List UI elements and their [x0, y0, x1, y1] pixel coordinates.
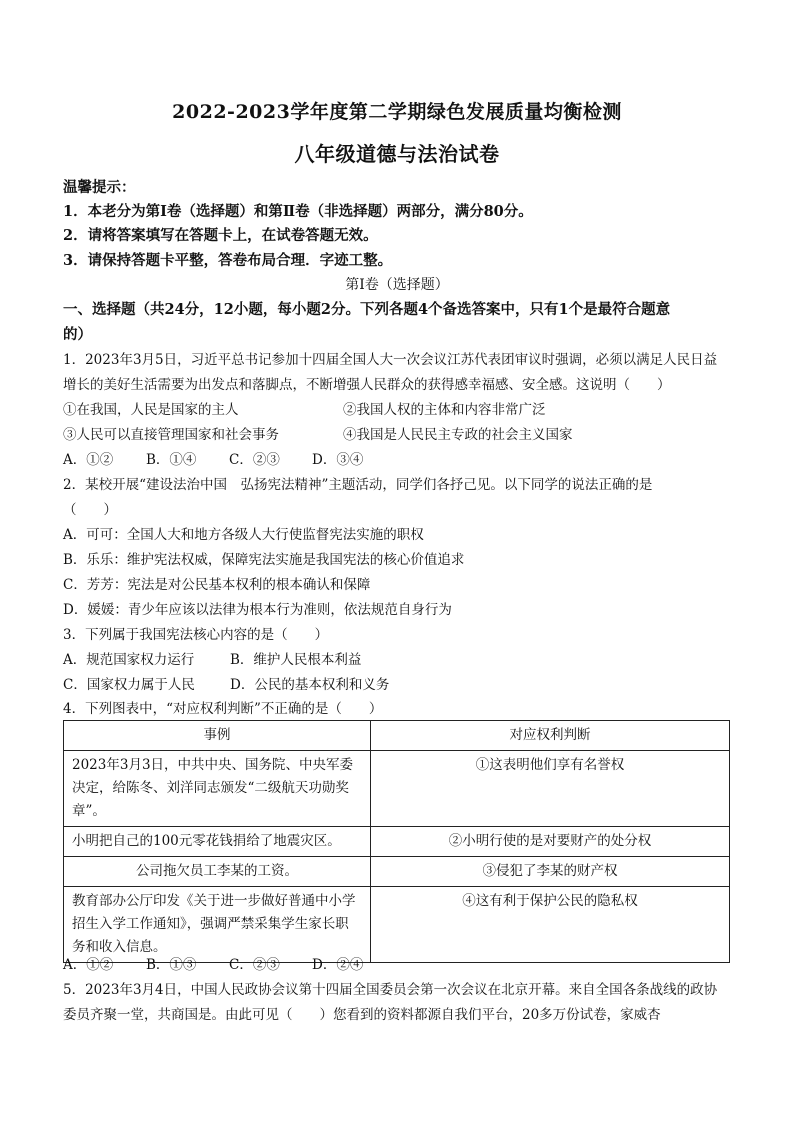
q1-option-a[interactable]: A．①② [63, 452, 114, 468]
q3-stem: 3．下列属于我国宪法核心内容的是（ ） [63, 627, 329, 643]
q1-option-b[interactable]: B．①④ [146, 452, 197, 468]
q4-stem: 4．下列图表中，“对应权利判断”不正确的是（ ） [63, 701, 383, 717]
q1-statement-2: ②我国人权的主体和内容非常广泛 [343, 402, 546, 418]
q1-statement-1: ①在我国，人民是国家的主人 [63, 402, 239, 418]
table-header-case: 事例 [64, 721, 371, 751]
q2-option-c[interactable]: C．芳芳：宪法是对公民基本权利的根本确认和保障 [63, 577, 371, 593]
section-instruction: 一、选择题（共24分，12小题，每小题2分。下列各题4个备选答案中，只有1个是最符合题意 [63, 301, 671, 318]
section-title: 第Ⅰ卷（选择题） [345, 277, 449, 293]
q3-option-c[interactable]: C．国家权力属于人民 [63, 677, 195, 693]
table-cell-case: 2023年3月3日，中共中央、国务院、中央军委决定，给陈冬、刘洋同志颁发“二级航天功勋奖章”。 [64, 751, 371, 827]
q3-option-b[interactable]: B．维护人民根本利益 [230, 652, 362, 668]
table-cell-judge: ④这有利于保护公民的隐私权 [371, 887, 730, 963]
q4-option-a[interactable]: A．①② [63, 957, 114, 973]
tip-2: 2．请将答案填写在答题卡上，在试卷答题无效。 [63, 227, 378, 244]
table-cell-judge: ①这表明他们享有名誉权 [371, 751, 730, 827]
exam-title: 2022-2023学年度第二学期绿色发展质量均衡检测 [172, 101, 622, 123]
q1-option-d[interactable]: D．③④ [312, 452, 364, 468]
table-cell-judge: ②小明行使的是对要财产的处分权 [371, 827, 730, 857]
tips-heading: 温馨提示： [63, 179, 136, 196]
tip-1: 1．本老分为第Ⅰ卷（选择题）和第Ⅱ卷（非选择题）两部分，满分80分。 [63, 203, 533, 220]
q3-option-a[interactable]: A．规范国家权力运行 [63, 652, 195, 668]
q1-option-c[interactable]: C．②③ [229, 452, 280, 468]
q2-option-d[interactable]: D．媛媛：青少年应该以法律为根本行为准则，依法规范自身行为 [63, 602, 452, 618]
q2-option-a[interactable]: A．可可：全国人大和地方各级人大行使监督宪法实施的职权 [63, 527, 424, 543]
q4-option-c[interactable]: C．②③ [229, 957, 280, 973]
q1-options [63, 448, 363, 468]
tip-3: 3．请保持答题卡平整，答卷布局合理．字迹工整。 [63, 252, 393, 269]
q1-stem-cont: 增长的美好生活需要为出发点和落脚点，不断增强人民群众的获得感幸福感、安全感。这说明（ ） [63, 377, 671, 393]
q1-statement-3: ③人民可以直接管理国家和社会事务 [63, 427, 279, 443]
table-header-judge: 对应权利判断 [371, 721, 730, 751]
table-row [64, 887, 730, 963]
table-row [64, 751, 730, 827]
q4-table [63, 720, 730, 963]
table-row [64, 857, 730, 887]
q2-stem: 2．某校开展“建设法治中国 弘扬宪法精神”主题活动，同学们各抒己见。以下同学的说法正确的是 [63, 477, 653, 493]
q4-option-b[interactable]: B．①③ [146, 957, 197, 973]
table-header-row [64, 721, 730, 751]
q4-options [63, 953, 363, 973]
q4-option-d[interactable]: D．②④ [312, 957, 364, 973]
table-cell-case: 小明把自己的100元零花钱捐给了地震灾区。 [64, 827, 371, 857]
table-cell-case: 教育部办公厅印发《关于进一步做好普通中小学招生入学工作通知》，强调严禁采集学生家长职务和收入信息。 [64, 887, 371, 963]
table-row [64, 827, 730, 857]
q5-stem: 5．2023年3月4日，中国人民政协会议第十四届全国委员会第一次会议在北京开幕。来自全国各条战线的政协 [63, 982, 718, 998]
q3-option-d[interactable]: D．公民的基本权利和义务 [230, 677, 390, 693]
section-instruction-cont: 的） [63, 326, 92, 343]
q1-statement-4: ④我国是人民民主专政的社会主义国家 [343, 427, 573, 443]
exam-subtitle: 八年级道德与法治试卷 [294, 142, 500, 166]
q1-stem: 1．2023年3月5日，习近平总书记参加十四届全国人大一次会议江苏代表团审议时强调，必须以满足人民日益 [63, 352, 718, 368]
q2-stem-cont: （ ） [63, 502, 117, 518]
table-cell-case: 公司拖欠员工李某的工资。 [64, 857, 371, 887]
q2-option-b[interactable]: B．乐乐：维护宪法权威，保障宪法实施是我国宪法的核心价值追求 [63, 552, 465, 568]
table-cell-judge: ③侵犯了李某的财产权 [371, 857, 730, 887]
q5-stem-cont: 委员齐聚一堂，共商国是。由此可见（ ）您看到的资料都源自我们平台，20多万份试卷，家威杏 [63, 1007, 661, 1023]
